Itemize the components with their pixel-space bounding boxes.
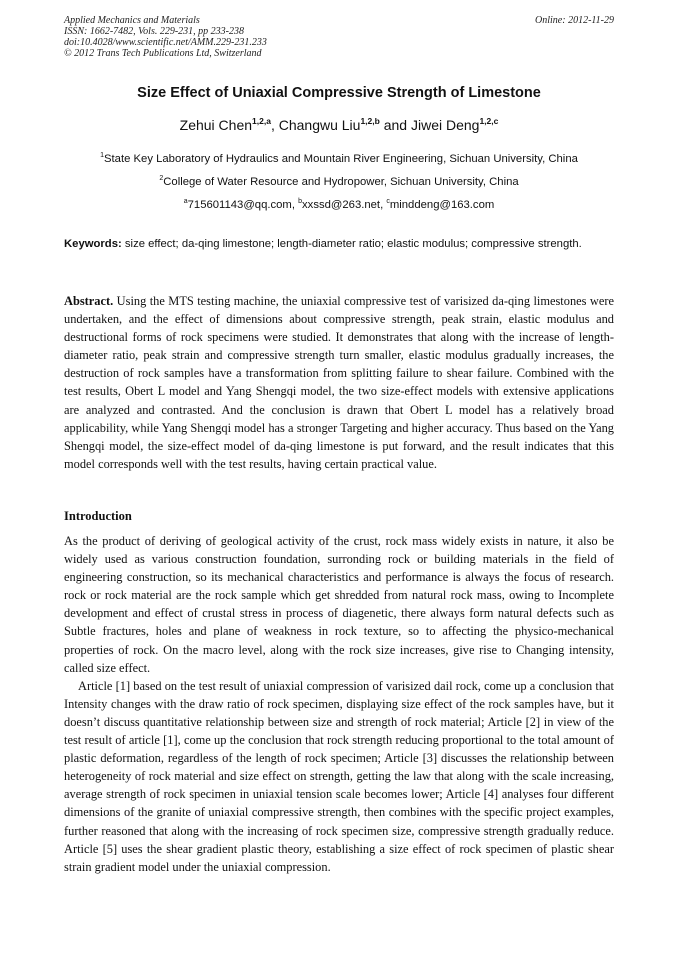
email-link[interactable]: 715601143@qq.com, (187, 199, 295, 211)
abstract-text: Using the MTS testing machine, the uniaxial compressive test of varisized da-qing limestones were undertaken, and the effect of dimensions about compressive strength, peak strain, elastic modulus and destructional forms of rock specimens were studied. It demonstrates that along with the increase of length-diameter ratio, peak strain and compressive strength turn smaller, elastic modulus gradually increases, the destruction of rock samples have a transformation from splitting failure to shear failure. Combined with the test results, Obert L model and Yang Shengqi model, the two size-effect models with extensive applications are analyzed and contrasted. And the conclusion is drawn that Obert L model has a relatively broad applicability, while Yang Shengqi model has a stronger Targeting and higher accuracy. Thus based on the Yang Shengqi model, the size-effect model of da-qing limestone is put forward, and the result indicates that this model corresponds well with the test results, having certain practical value. (64, 294, 614, 471)
abstract-label: Abstract. (64, 294, 114, 308)
affiliation-1 (0, 153, 678, 165)
affiliation-marker: 2 (159, 175, 164, 182)
email-marker: c (386, 198, 390, 205)
affiliation-2 (0, 176, 678, 188)
paper-title: Size Effect of Uniaxial Compressive Strength of Limestone (137, 85, 541, 101)
author-superscript: 1,2,a (252, 116, 271, 126)
author-name: Zehui Chen (179, 117, 253, 133)
doi-line[interactable]: doi:10.4028/www.scientific.net/AMM.229-231.233 (64, 37, 267, 48)
email-link[interactable]: minddeng@163.com (389, 199, 495, 211)
keywords-label: Keywords: (64, 238, 122, 250)
paragraph: As the product of deriving of geological activity of the crust, rock mass widely exists in nature, it also be widely used as various construction foundation, surronding rock or building materials in the field of engineering construction, so its mechanical characteristics and performance is always the focus of research. rock or rock material are the rock sample which get shredded from natural rock mass, owing to Incomplete development and effect of crustal stress in process of diagenetic, there always form natural defects such as Subtle fractures, holes and plane of weakness in rock texture, so to affecting the physico-mechanical properties of rock. On the macro level, along with the rock size increases, give rise to Changing intensity, called size effect. (64, 534, 614, 675)
email-marker: b (298, 198, 303, 205)
journal-name: Applied Mechanics and Materials (64, 15, 200, 26)
email-marker: a (183, 198, 188, 205)
affiliation-text: College of Water Resource and Hydropower, Sichuan University, China (163, 176, 519, 188)
author-superscript: 1,2,c (479, 116, 499, 126)
introduction-body (64, 532, 614, 876)
paragraph: Article [1] based on the test result of uniaxial compression of varisized dail rock, come up a conclusion that Intensity changes with the draw ratio of rock specimen, displaying size effect of the rock samples have, but it doesn’t discuss quantitative relationship between size and strength of rock material; Article [2] in view of the test result of article [1], come up the conclusion that rock strength reducing proportional to the total amount of plastic deformation, regardless of the length of rock specimen; Article [3] discusses the relationship between heterogeneity of rock material and size effect on strength, getting the law that along with the scale increasing, average strength of rock specimen in uniaxial tension scale becomes lower; Article [4] analyses four different dimensions of the granite of uniaxial compressive strength, then combines with the specific project examples, further reasoned that along with the increasing of rock specimen size, compressive strength gradually reduce. Article [5] uses the shear gradient plastic theory, establishing a size effect of rock specimen of plastic shear strain gradient model under the uniaxial compression. (64, 678, 614, 874)
email-line (0, 199, 678, 211)
affiliation-text: State Key Laboratory of Hydraulics and Mountain River Engineering, Sichuan University, China (104, 153, 578, 165)
author-name: Changwu Liu (278, 117, 361, 133)
author-superscript: 1,2,b (360, 116, 380, 126)
author-name: Jiwei Deng (410, 117, 480, 133)
email-link[interactable]: xxssd@263.net, (302, 199, 384, 211)
keywords-text: size effect; da-qing limestone; length-diameter ratio; elastic modulus; compressive strength. (124, 238, 582, 250)
online-date: Online: 2012-11-29 (535, 15, 614, 26)
journal-header (64, 15, 614, 59)
author-conjunction: and (383, 117, 408, 133)
section-heading-introduction: Introduction (64, 509, 132, 523)
affiliation-marker: 1 (100, 152, 104, 159)
copyright-line: © 2012 Trans Tech Publications Ltd, Switzerland (64, 48, 262, 59)
issn-line: ISSN: 1662-7482, Vols. 229-231, pp 233-238 (64, 26, 244, 37)
keywords-block (64, 235, 614, 254)
abstract-block (64, 292, 614, 473)
author-line: Zehui Chen$^{1,2,a}$, Changwu Liu$^{1,2,b}$ and Jiwei Deng$^{1,2,c}$ (179, 116, 499, 133)
